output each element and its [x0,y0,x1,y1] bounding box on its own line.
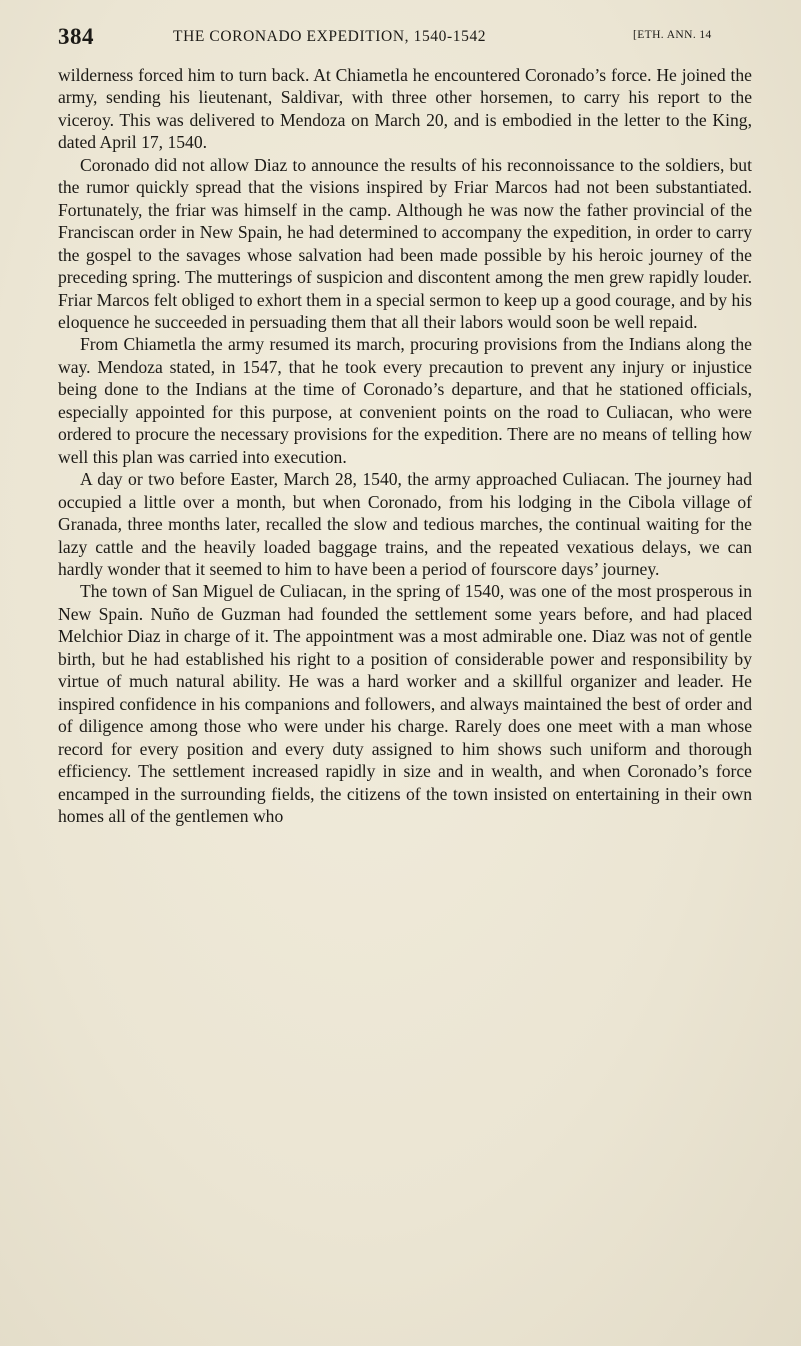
page-number: 384 [58,24,94,49]
paragraph: Coronado did not allow Diaz to announce the results of his reconnoissance to the soldiers, but the rumor quickly spread that the visions inspired by Friar Marcos had not been substantiated. Fortunately, the friar was himself in the camp. Although he was now the father provincial of the Franciscan order in New Spain, he had determined to accompany the expedition, in order to carry the gospel to the savages whose salvation had been made possible by his heroic journey of the preceding spring. The mutterings of suspicion and discontent among the men grew rapidly louder. Friar Marcos felt obliged to exhort them in a special sermon to keep up a good courage, and by his eloquence he succeeded in persuading them that all their labors would soon be well repaid. [58,154,752,332]
body-text [58,64,752,827]
paragraph: From Chiametla the army resumed its march, procuring provisions from the Indians along the way. Mendoza stated, in 1547, that he took every precaution to prevent any injury or injustice being done to the Indians at the time of Coronado’s departure, and that he stationed officials, especially appointed for this purpose, at convenient points on the road to Culiacan, who were ordered to procure the necessary provisions for the expedition. There are no means of telling how well this plan was carried into execution. [58,334,752,467]
paragraph-continuation: wilderness forced him to turn back. At Chiametla he encountered Coronado’s force. He joined the army, sending his lieutenant, Saldivar, with three other horsemen, to carry his report to the viceroy. This was delivered to Mendoza on March 20, and is embodied in the letter to the King, dated April 17, 1540. [58,65,752,153]
paragraph: The town of San Miguel de Culiacan, in the spring of 1540, was one of the most prosperous in New Spain. Nuño de Guzman had founded the settlement some years before, and had placed Melchior Diaz in charge of it. The appointment was a most admirable one. Diaz was not of gentle birth, but he had established his right to a position of considerable power and responsibility by virtue of much natural ability. He was a hard worker and a skillful organizer and leader. He inspired confidence in his companions and followers, and always maintained the best of order and of diligence among those who were under his charge. Rarely does one meet with a man whose record for every position and every duty assigned to him shows such uniform and thorough efficiency. The settlement increased rapidly in size and in wealth, and when Coronado’s force encamped in the surrounding fields, the citizens of the town insisted on entertaining in their own homes all of the gentlemen who [58,581,752,826]
paragraph: A day or two before Easter, March 28, 1540, the army approached Culiacan. The journey had occupied a little over a month, but when Coronado, from his lodging in the Cibola village of Granada, three months later, recalled the slow and tedious marches, the continual waiting for the lazy cattle and the heavily loaded baggage trains, and the repeated vexatious delays, we can hardly wonder that it seemed to him to have been a period of fourscore days’ journey. [58,469,752,579]
report-reference: [ETH. ANN. 14 [633,29,712,41]
running-title: THE CORONADO EXPEDITION, 1540-1542 [173,28,487,45]
page-header [58,24,758,54]
